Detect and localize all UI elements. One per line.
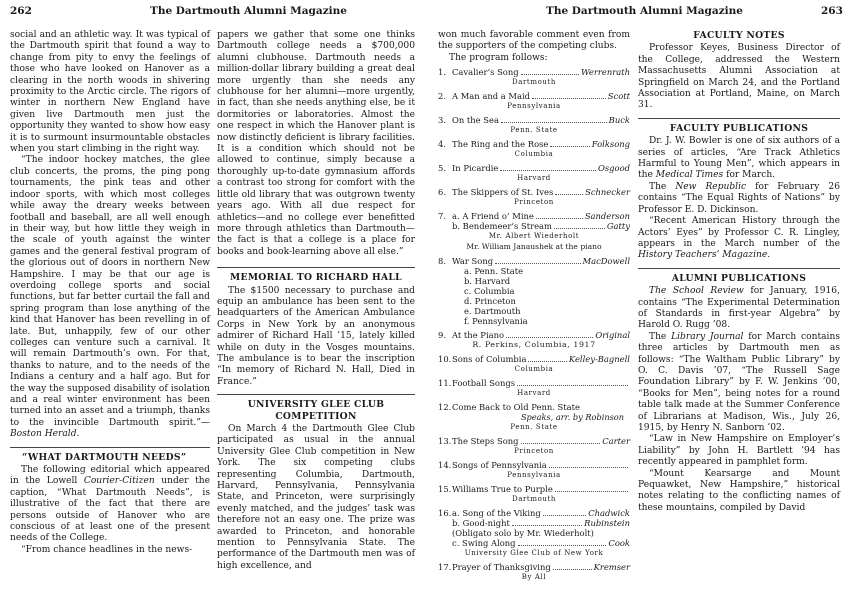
- text: for February 26 contains “The Equal Rights of Nations” by Professor E. D. Dickinson.: [638, 181, 840, 215]
- text: “Recent American History through the Actors’ Eyes” by Professor C. R. Lingley, appears in the March number of the: [638, 216, 840, 249]
- item-number: 14.: [438, 460, 452, 471]
- composer: Sanderson: [584, 211, 630, 222]
- section-heading: “WHAT DARTMOUTH NEEDS”: [22, 451, 187, 463]
- performer: R. Perkins, Columbia, 1917: [472, 340, 596, 350]
- paragraph: won much favorable comment even from the supporters of the competing clubs.: [438, 30, 630, 52]
- item-number: 3.: [438, 115, 446, 126]
- item-number: 15.: [438, 484, 452, 495]
- item-number: 17.: [438, 562, 452, 573]
- program-item: [438, 354, 630, 374]
- section-heading: ALUMNI PUBLICATIONS: [671, 272, 807, 284]
- composer: Osgood: [598, 163, 630, 174]
- club-name: Pennsylvania: [507, 102, 561, 111]
- club-name: Harvard: [517, 174, 551, 183]
- song-title: The Skippers of St. Ives: [452, 187, 554, 198]
- item-number: 5.: [438, 163, 446, 174]
- program-item: [438, 330, 630, 350]
- paragraph: [10, 465, 210, 545]
- song-title: Songs of Pennsylvania: [452, 460, 547, 471]
- arranger: Speaks, arr. by Robinson: [520, 412, 624, 423]
- page-number-right: 263: [821, 5, 843, 17]
- page-number-left: 262: [10, 5, 32, 17]
- song-title: Prayer of Thanksgiving: [452, 562, 551, 573]
- club-name: e. Dartmouth: [464, 306, 521, 317]
- composer: Cook: [608, 538, 630, 549]
- paragraph: “From chance headlines in the news-: [21, 544, 193, 555]
- obligato-note: (Obligato solo by Mr. Wiederholt): [452, 528, 594, 539]
- club-name: University Glee Club of New York: [464, 549, 604, 558]
- composer: Chadwick: [588, 508, 630, 519]
- composer: Rubinstein: [584, 518, 630, 529]
- soloist: Mr. Albert Wiederholt: [488, 232, 580, 241]
- program-item: [438, 484, 630, 504]
- composer: Kremser: [593, 562, 630, 573]
- club-name: Princeton: [514, 198, 554, 207]
- section-heading: UNIVERSITY GLEE CLUB COMPETITION: [247, 399, 385, 422]
- program-item: [438, 436, 630, 456]
- club-name: f. Pennsylvania: [464, 316, 528, 327]
- program-item: [438, 163, 630, 183]
- newspaper-name: Courier-Citizen: [83, 476, 155, 487]
- item-number: 11.: [438, 378, 452, 389]
- club-name: Penn. State: [510, 423, 558, 432]
- text: The following editorial which appeared in the Lowell: [10, 465, 210, 487]
- text: for March contains three articles by Dartmouth men as follows: “The Waltham Public Library” by O. C. Davis ’07, “The Russell Sage Foundation Library” by F. W. Jenkins ’00, “Books for Men”, being notes for a round table talk made at the Summer Conference of Librarians at Madison, Wis., July 26, 1915, by Henry N. Sanborn ’02.: [638, 331, 840, 433]
- program-item: [438, 139, 630, 159]
- composer: Folksong: [591, 139, 630, 150]
- paragraph: [638, 332, 840, 435]
- item-number: 10.: [438, 354, 452, 365]
- publication-name: The School Review: [649, 286, 744, 297]
- song-title: A Man and a Maid: [452, 91, 531, 102]
- song-title: b. Bendemeer’s Stream: [452, 221, 552, 232]
- program-item: [438, 562, 630, 582]
- quote-text: “The indoor hockey matches, the glee club concerts, the proms, the ping pong tournaments, the pink teas and other indoor sports, with which most colleges while away the dreary weeks between football and baseball, are all well enough in their way, but how little they weigh in the scale of youth against the winter games and the general festival program of the glorious out of doors in northern New Hampshire. I may be that our age is overdoing college sports and social functions, but far better curtail the fall and spring program than lose anything of the kind that Hanover has been revelling in of late. But, unhappily, few of our other colleges can venture such a carnival. It will remain Dartmouth’s own. For that, thanks to nature, and to the needs of the Indians a century and a half ago. But for the way the supposed disability of isolation and a real winter environment has been turned into an asset and a triumph, thanks to the invincible Dartmouth spirit.”: [10, 155, 210, 428]
- club-name: Dartmouth: [511, 495, 557, 504]
- item-number: 2.: [438, 91, 446, 102]
- text: for January, 1916, contains “The Experimental Determination of Standards in first-year Algebra” by Harold O. Rugg ’08.: [638, 286, 840, 331]
- text: under the caption, “What Dartmouth Needs”, is illustrative of the fact that there are persons outside of Hanover who are conscious of at least one of the present needs of the College.: [10, 476, 210, 544]
- composer: Werrenrath: [581, 67, 630, 78]
- divider: [217, 267, 415, 268]
- composer: Kelley-Bagnell: [568, 354, 630, 365]
- left-column-1: [10, 30, 210, 556]
- song-title: Williams True to Purple: [452, 484, 553, 495]
- song-title: a. Song of the Viking: [452, 508, 541, 519]
- club-name: By All: [521, 573, 547, 582]
- song-title: The Ring and the Rose: [452, 139, 549, 150]
- club-name: Columbia: [514, 150, 554, 159]
- pianist-note: Mr. William Janaushek at the piano: [466, 242, 602, 252]
- club-name: Columbia: [514, 365, 554, 374]
- program-item: [438, 91, 630, 111]
- section-heading: FACULTY NOTES: [693, 30, 785, 41]
- program-item: [438, 460, 630, 480]
- song-title: Football Songs: [452, 378, 516, 389]
- program-item: [438, 211, 630, 252]
- running-title-right: The Dartmouth Alumni Magazine: [546, 5, 743, 17]
- paragraph: [638, 136, 840, 182]
- club-name: b. Harvard: [464, 276, 511, 287]
- club-name: c. Columbia: [464, 286, 515, 297]
- club-name: Pennsylvania: [507, 471, 561, 480]
- paragraph: social and an athletic way. It was typical of the Dartmouth spirit that found a way to change from pity to envy the feelings of those who have looked on Hanover as a clearing in the north woods in shivering proximity to the Arctic circle. The rigors of winter in northern New England have given live Dartmouth men just the opportunity they wanted to show how easy it is to surmount insurmountable obstacles when you start climbing in the right way.: [10, 30, 210, 155]
- right-page: [426, 0, 852, 600]
- section-heading: MEMORIAL TO RICHARD HALL: [230, 272, 402, 284]
- item-number: 7.: [438, 211, 446, 222]
- club-name: Penn. State: [510, 126, 558, 135]
- song-title: Cavalier’s Song: [452, 67, 519, 78]
- item-number: 12.: [438, 402, 452, 413]
- song-title: War Song: [452, 256, 494, 267]
- composer: Original: [595, 330, 630, 341]
- program-item: [438, 115, 630, 135]
- song-title: In Picardie: [452, 163, 499, 174]
- program-item: [438, 378, 630, 398]
- song-title: The Steps Song: [452, 436, 519, 447]
- divider: [638, 268, 840, 269]
- club-name: Harvard: [517, 389, 551, 398]
- paragraph: [638, 286, 840, 332]
- running-title-left: The Dartmouth Alumni Magazine: [150, 5, 347, 17]
- publication-name: New Republic: [675, 181, 747, 192]
- program-item: [438, 402, 630, 432]
- publication-name: Library Journal: [671, 331, 744, 342]
- divider: [10, 447, 210, 448]
- song-title: c. Swing Along: [452, 538, 516, 549]
- publication-name: Medical Times: [655, 170, 724, 181]
- paragraph: The $1500 necessary to purchase and equip an ambulance has been sent to the headquarters of the American Ambulance Corps in New York by an anonymous admirer of Richard Hall ’15, lately killed while on duty in the Vosges mountains. The ambulance is to bear the inscription “In memory of Richard N. Hall, Died in France.”: [217, 285, 415, 387]
- paragraph: “Mount Kearsarge and Mount Pequawket, New Hampshire,” historical notes relating to the conflicting names of these mountains, compiled by David: [638, 468, 840, 513]
- program-item: [438, 187, 630, 207]
- text: Dr. J. W. Bowler is one of six authors of a series of articles, “Are Track Athletics Harmful to Young Men”, which appears in the: [638, 136, 840, 181]
- club-list: [438, 266, 630, 326]
- publication-name: History Teachers’ Magazine.: [638, 250, 771, 261]
- composer: Schnecker: [585, 187, 630, 198]
- club-name: Dartmouth: [511, 78, 557, 87]
- paragraph: papers we gather that some one thinks Dartmouth college needs a $700,000 alumni clubhouse. Dartmouth needs a million-dollar library building a great deal more urgently than she needs any clubhouse for her alumni—more urgently, in fact, than she needs anything else, be it dormitories or laboratories. Almost the one respect in which the Hanover plant is now distinctly deficient is library facilities. It is a condition which should not be allowed to continue, simply because a thoroughly up-to-date gymnasium affords a contrast too strong for comfort with the little old library that was outgrown twenty years ago. With all due respect for athletics—and no college ever benefitted more through athletics than Dartmouth—the fact is that a college is a place for books and book-learning above all else.”: [217, 30, 415, 257]
- paragraph: On March 4 the Dartmouth Glee Club participated as usual in the annual University Glee Club competition in New York. The six competing clubs representing Columbia, Dartmouth, Harvard, Pennsylvania, Pennsylvania State, and Princeton, were surprisingly evenly matched, and the judges’ task was therefore not an easy one. The prize was awarded to Princeton, and honorable mention to Pennsylvania State. The performance of the Dartmouth men was of high excellence, and: [217, 424, 415, 571]
- item-number: 1.: [438, 67, 446, 78]
- program-item: [438, 256, 630, 326]
- composer: MacDowell: [582, 256, 630, 267]
- divider: [638, 118, 840, 119]
- right-column-2: [638, 30, 840, 514]
- left-column-2: [217, 30, 415, 572]
- paragraph: [638, 216, 840, 262]
- program-item: [438, 508, 630, 558]
- item-number: 8.: [438, 256, 446, 267]
- club-name: Princeton: [514, 447, 554, 456]
- text: The: [649, 181, 676, 192]
- club-name: a. Penn. State: [464, 266, 524, 277]
- song-title: Sons of Columbia: [452, 354, 527, 365]
- club-name: d. Princeton: [464, 296, 516, 307]
- program-item: [438, 67, 630, 87]
- text: for March.: [723, 170, 776, 181]
- song-title: At the Piano: [452, 330, 505, 341]
- divider: [217, 394, 415, 395]
- item-number: 6.: [438, 187, 446, 198]
- item-number: 16.: [438, 508, 452, 519]
- paragraph: “Law in New Hampshire on Employer’s Liability” by John H. Bartlett ’94 has recently appeared in pamphlet form.: [638, 434, 840, 468]
- composer: Buck: [608, 115, 630, 126]
- quote-source: —Boston Herald.: [10, 417, 210, 440]
- paragraph: [10, 155, 210, 440]
- item-number: 9.: [438, 330, 446, 341]
- composer: Scott: [607, 91, 630, 102]
- song-title: b. Good-night: [452, 518, 510, 529]
- paragraph: The program follows:: [449, 52, 548, 63]
- song-title: On the Sea: [452, 115, 499, 126]
- paragraph: [638, 182, 840, 216]
- item-number: 13.: [438, 436, 452, 447]
- song-title: a. A Friend o’ Mine: [452, 211, 534, 222]
- composer: Carter: [602, 436, 630, 447]
- item-number: 4.: [438, 139, 446, 150]
- text: The: [649, 331, 672, 342]
- program-list: [438, 67, 630, 582]
- section-heading: FACULTY PUBLICATIONS: [669, 122, 809, 134]
- song-title: Come Back to Old Penn. State: [452, 402, 580, 413]
- right-column-1: [438, 30, 630, 586]
- composer: Gatty: [606, 221, 630, 232]
- paragraph: Professor Keyes, Business Director of the College, addressed the Western Massachusetts Alumni Association at Springfield on March 24, and the Portland Association at Portland, Maine, on March 31.: [638, 43, 840, 111]
